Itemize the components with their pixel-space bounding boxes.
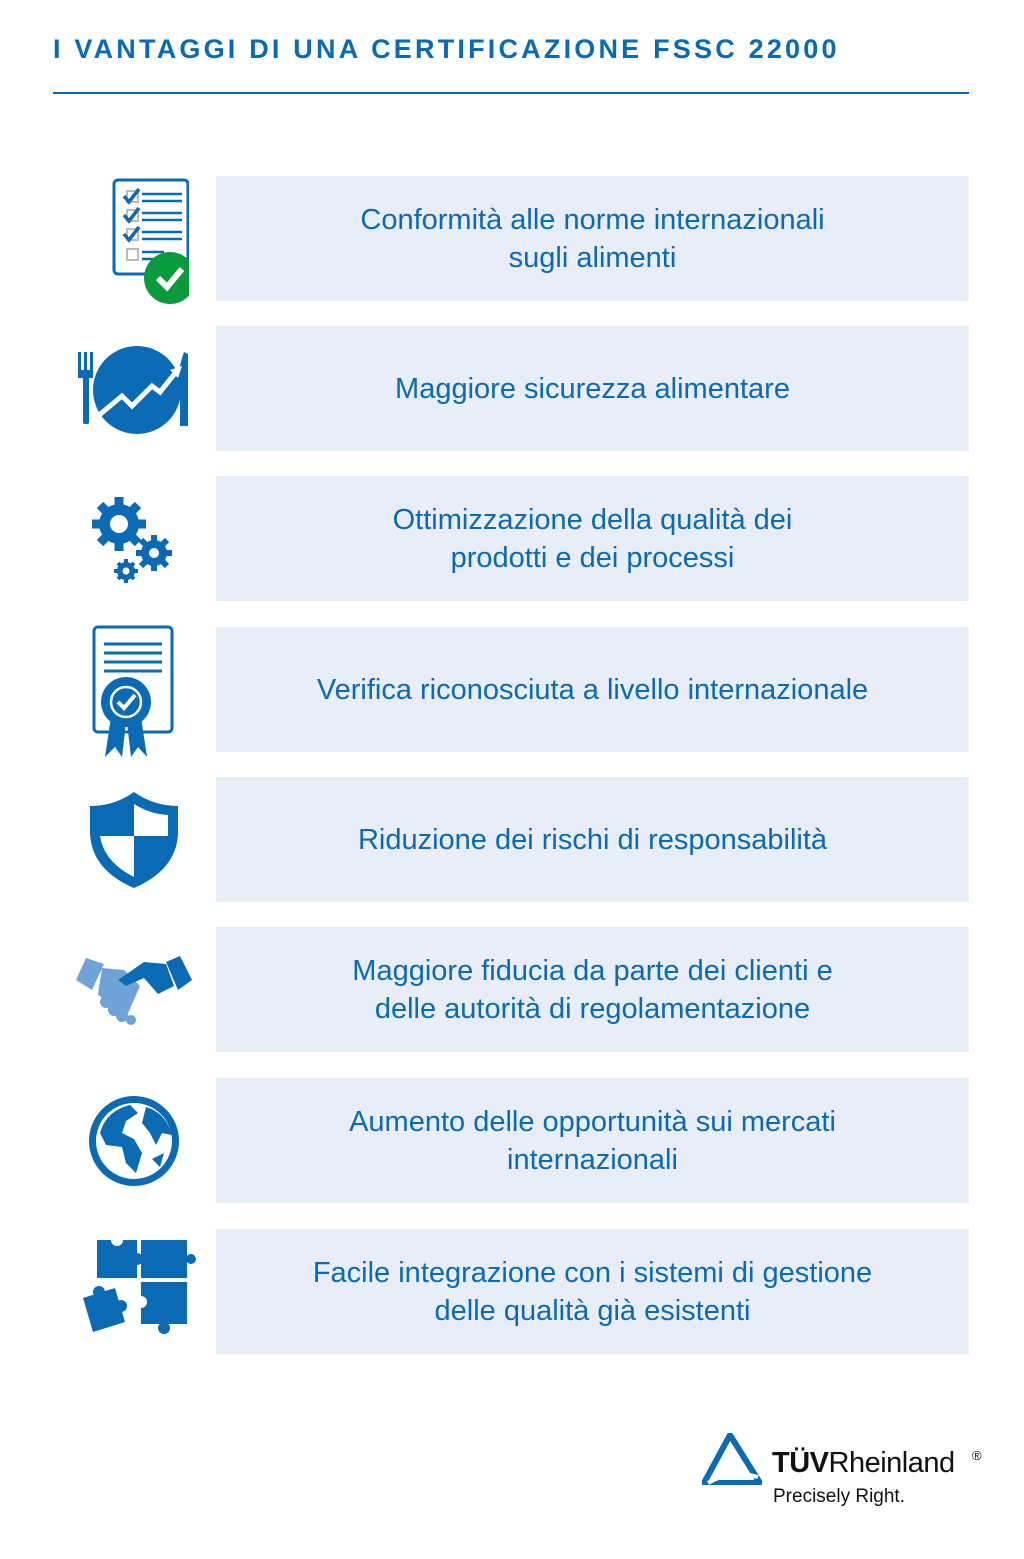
brand-tagline: Precisely Right.: [773, 1486, 905, 1507]
benefit-row: [0, 326, 1024, 451]
shield-icon: [64, 777, 204, 902]
benefit-row: [0, 1078, 1024, 1203]
benefit-row: [0, 777, 1024, 902]
benefit-row: [0, 927, 1024, 1052]
benefit-text: Maggiore sicurezza alimentare: [216, 326, 969, 451]
globe-icon: [64, 1078, 204, 1203]
benefit-text: Aumento delle opportunità sui mercati internazionali: [216, 1078, 969, 1203]
benefit-row: [0, 1229, 1024, 1354]
certificate-icon: [64, 627, 204, 752]
benefit-text: Maggiore fiducia da parte dei clienti e delle autorità di regolamentazione: [216, 927, 969, 1052]
brand-regular: Rheinland: [828, 1447, 955, 1479]
plate-growth-icon: [64, 326, 204, 451]
benefit-row: [0, 176, 1024, 301]
page-title: I VANTAGGI DI UNA CERTIFICAZIONE FSSC 22000: [53, 34, 840, 64]
brand-bold: TÜV: [772, 1447, 829, 1479]
tuv-logo-icon: [702, 1433, 762, 1490]
registered-mark: ®: [972, 1448, 982, 1463]
benefit-text: Conformità alle norme internazionali sugli alimenti: [216, 176, 969, 301]
checklist-icon: [64, 176, 204, 301]
handshake-icon: [64, 927, 204, 1052]
puzzle-icon: [64, 1229, 204, 1354]
benefit-text: Verifica riconosciuta a livello internazionale: [216, 627, 969, 752]
benefit-text: Facile integrazione con i sistemi di gestione delle qualità già esistenti: [216, 1229, 969, 1354]
gears-icon: [64, 476, 204, 601]
benefit-row: [0, 476, 1024, 601]
benefit-text: Riduzione dei rischi di responsabilità: [216, 777, 969, 902]
benefit-row: [0, 627, 1024, 752]
title-divider: [53, 92, 969, 94]
brand-name: [772, 1447, 955, 1480]
benefit-text: Ottimizzazione della qualità dei prodotti e dei processi: [216, 476, 969, 601]
